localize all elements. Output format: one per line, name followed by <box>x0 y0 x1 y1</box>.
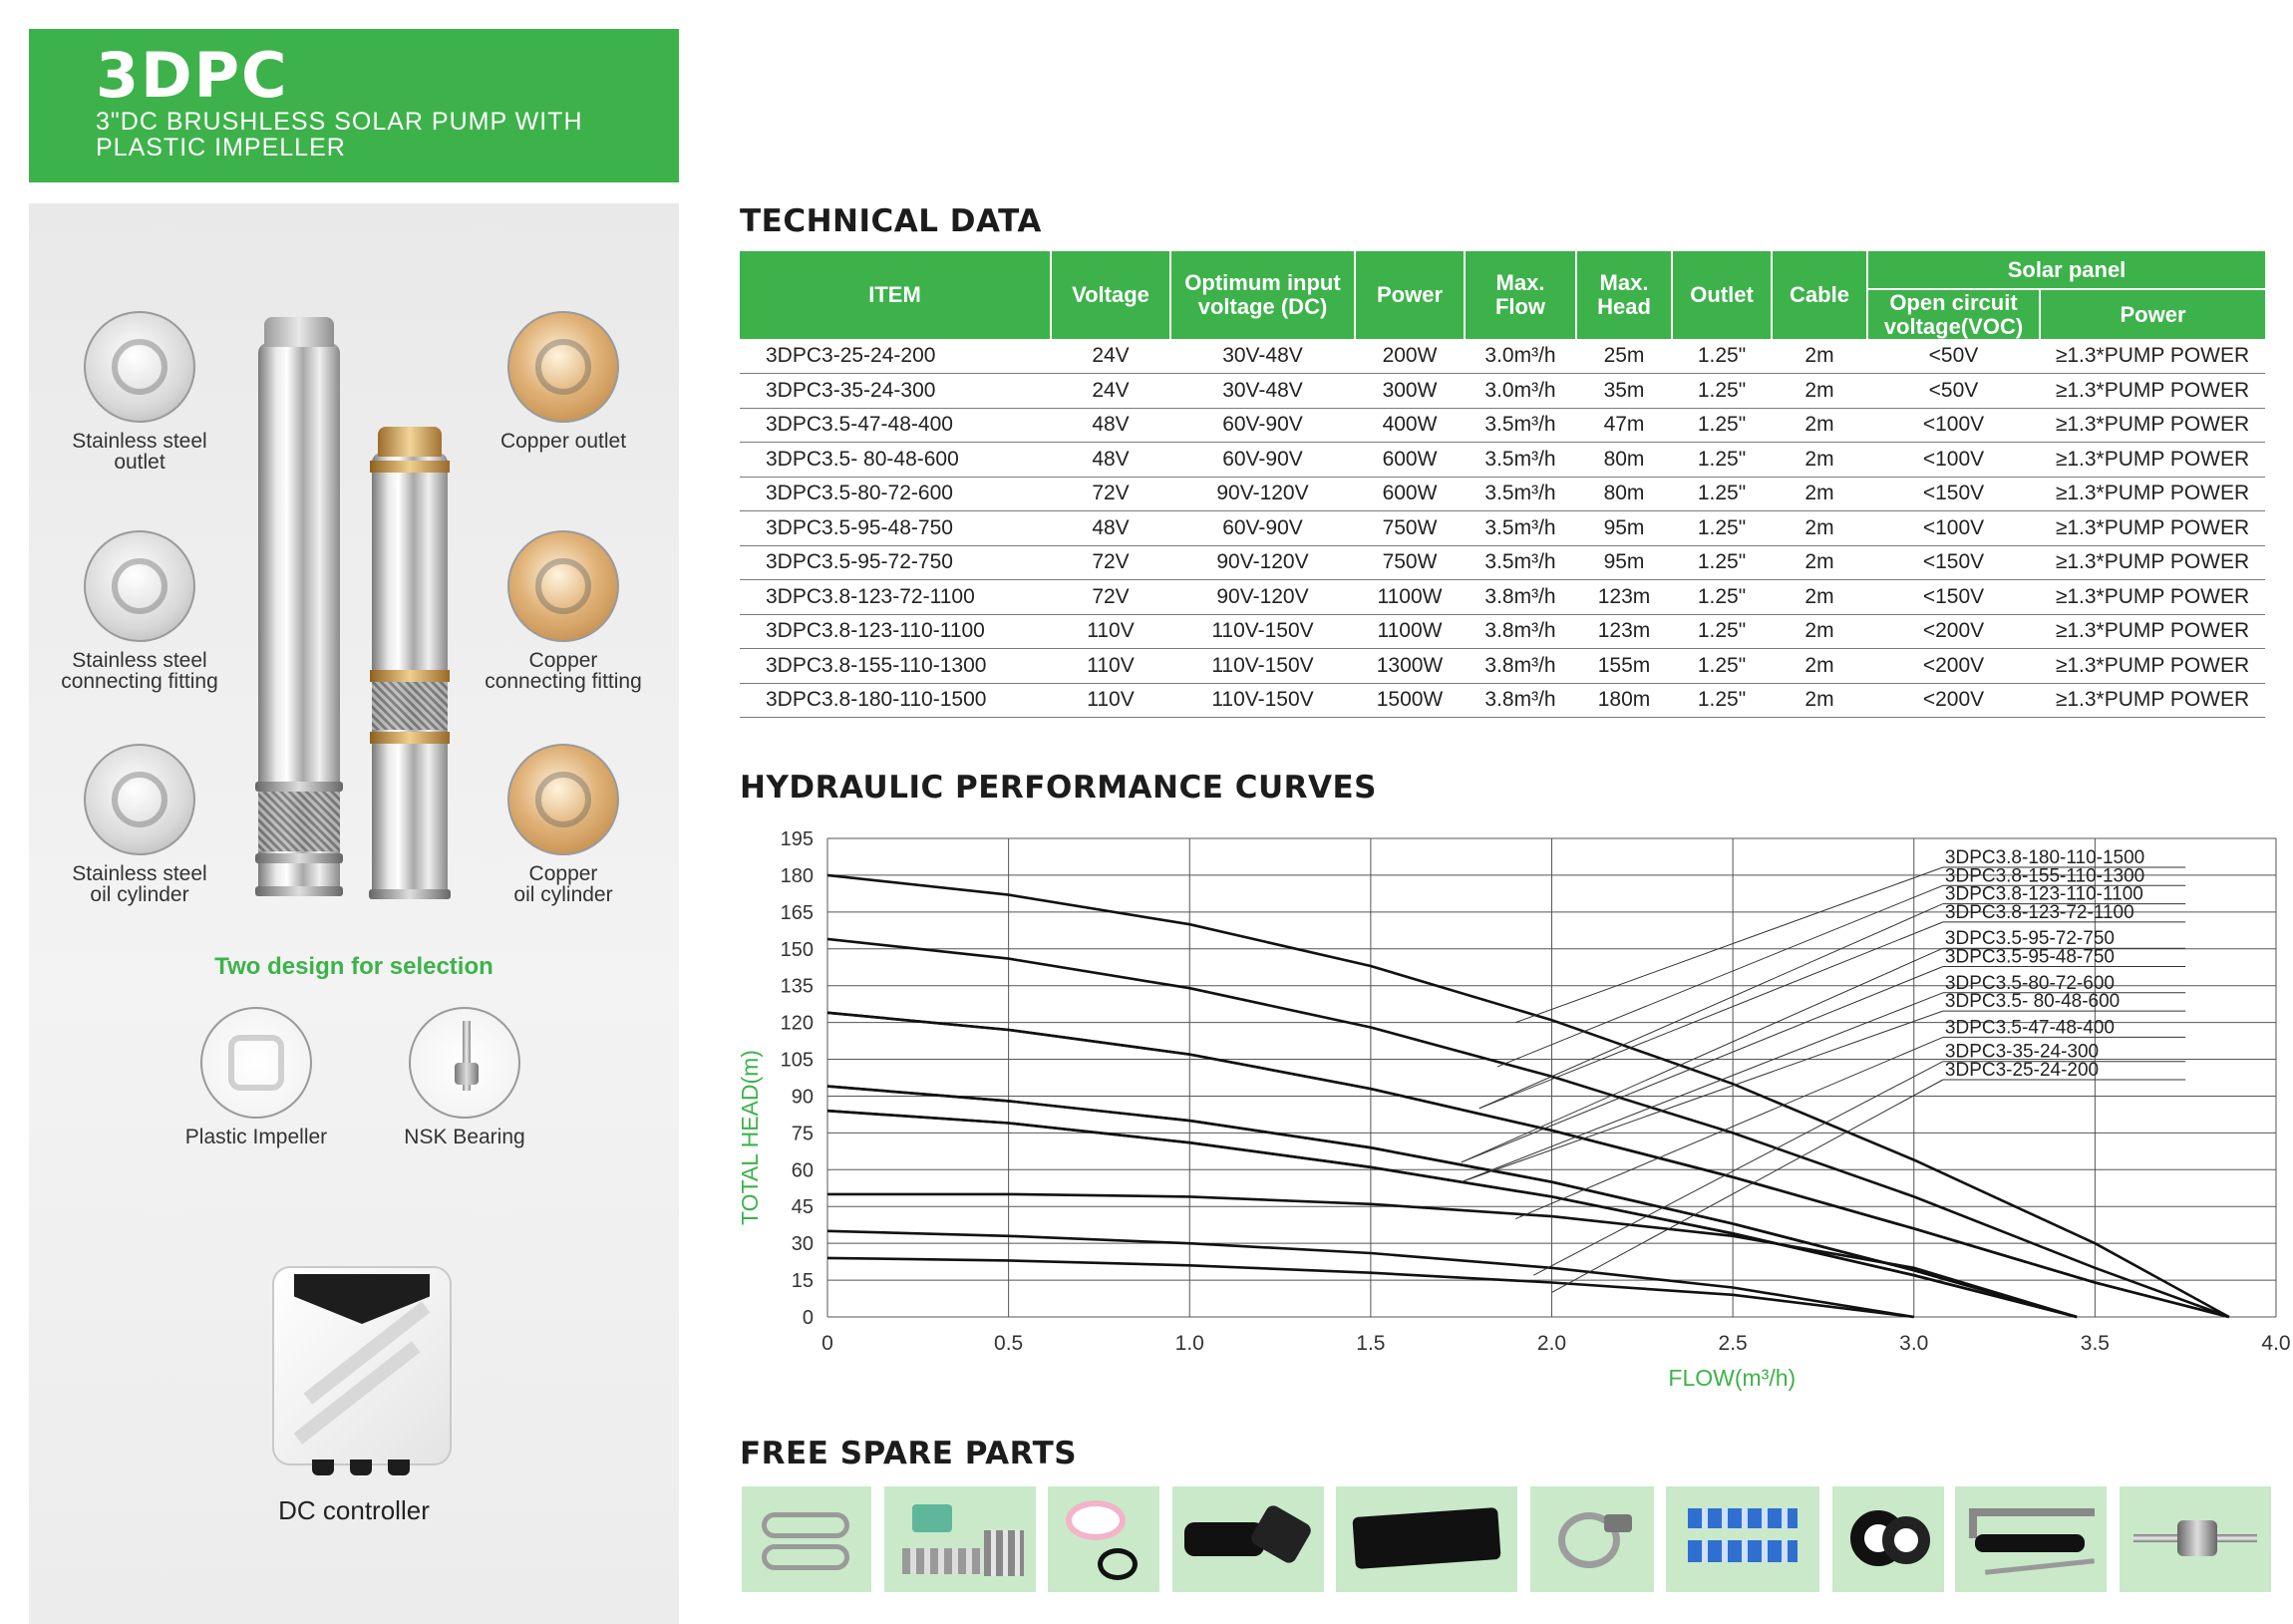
cell-optimum-voltage: 30V-48V <box>1170 374 1355 409</box>
cell-panel-power: ≥1.3*PUMP POWER <box>2040 683 2265 718</box>
cell-item: 3DPC3.5- 80-48-600 <box>740 443 1051 478</box>
cell-cable: 2m <box>1772 443 1867 478</box>
spare-part-insulating-tape <box>1832 1486 1944 1592</box>
curve-leader-line <box>1462 993 1943 1182</box>
cell-item: 3DPC3-35-24-300 <box>740 374 1051 409</box>
cell-max-head: 180m <box>1576 683 1672 718</box>
cell-max-flow: 3.5m³/h <box>1465 511 1576 546</box>
technical-data-table <box>740 251 2265 718</box>
performance-curve <box>827 1087 2077 1317</box>
cell-optimum-voltage: 60V-90V <box>1170 408 1355 443</box>
dc-controller-image <box>272 1266 452 1465</box>
cell-panel-power: ≥1.3*PUMP POWER <box>2040 545 2265 580</box>
spare-parts-title: FREE SPARE PARTS <box>740 1436 1078 1471</box>
cell-cable: 2m <box>1772 545 1867 580</box>
cell-optimum-voltage: 110V-150V <box>1170 614 1355 649</box>
cell-optimum-voltage: 90V-120V <box>1170 580 1355 615</box>
y-tick-label: 15 <box>791 1270 814 1293</box>
x-tick-label: 0.5 <box>994 1332 1024 1355</box>
y-tick-label: 105 <box>780 1049 814 1072</box>
cell-outlet: 1.25" <box>1672 408 1772 443</box>
col-item: ITEM <box>740 251 1051 339</box>
cell-cable: 2m <box>1772 477 1867 511</box>
cell-item: 3DPC3.5-80-72-600 <box>740 477 1051 511</box>
spare-part-tools <box>1955 1486 2107 1592</box>
y-tick-label: 30 <box>791 1233 814 1256</box>
cell-voc: <150V <box>1867 545 2040 580</box>
cell-voltage: 110V <box>1051 683 1170 718</box>
table-row <box>740 545 2265 580</box>
ss-fitting-label-2: connecting fitting <box>61 670 218 693</box>
cell-cable: 2m <box>1772 511 1867 546</box>
col-max-flow: Max. Flow <box>1465 251 1576 339</box>
curve-label: 3DPC3.5- 80-48-600 <box>1944 991 2121 1013</box>
cell-power: 600W <box>1355 477 1465 511</box>
curve-leader-line <box>1497 885 1943 1067</box>
cell-power: 750W <box>1355 511 1465 546</box>
ss-fitting-image <box>84 530 195 642</box>
y-tick-label: 165 <box>780 901 814 924</box>
cell-voltage: 24V <box>1051 339 1170 374</box>
cell-max-flow: 3.8m³/h <box>1465 580 1576 615</box>
cell-max-flow: 3.8m³/h <box>1465 614 1576 649</box>
y-tick-label: 90 <box>791 1086 814 1109</box>
cell-item: 3DPC3.8-123-72-1100 <box>740 580 1051 615</box>
cell-item: 3DPC3.8-180-110-1500 <box>740 683 1051 718</box>
dc-controller-label: DC controller <box>278 1495 430 1525</box>
y-tick-label: 60 <box>791 1159 814 1182</box>
cell-max-head: 95m <box>1576 545 1672 580</box>
performance-curve <box>827 1087 2077 1317</box>
cell-panel-power: ≥1.3*PUMP POWER <box>2040 580 2265 615</box>
cell-power: 1300W <box>1355 649 1465 684</box>
cell-max-flow: 3.5m³/h <box>1465 545 1576 580</box>
nsk-bearing-label: NSK Bearing <box>404 1126 525 1148</box>
curve-label: 3DPC3.8-123-72-1100 <box>1944 901 2134 923</box>
cell-panel-power: ≥1.3*PUMP POWER <box>2040 649 2265 684</box>
cell-voltage: 72V <box>1051 477 1170 511</box>
x-tick-label: 3.5 <box>2080 1332 2110 1355</box>
cell-voc: <200V <box>1867 614 2040 649</box>
cell-cable: 2m <box>1772 649 1867 684</box>
cell-optimum-voltage: 110V-150V <box>1170 683 1355 718</box>
table-row <box>740 683 2265 718</box>
cell-max-head: 35m <box>1576 374 1672 409</box>
y-tick-label: 0 <box>802 1307 814 1329</box>
cell-voltage: 110V <box>1051 614 1170 649</box>
curve-leader-line <box>1479 904 1943 1109</box>
cell-max-head: 47m <box>1576 408 1672 443</box>
cell-panel-power: ≥1.3*PUMP POWER <box>2040 477 2265 511</box>
copper-fitting-label-2: connecting fitting <box>485 670 642 693</box>
cell-panel-power: ≥1.3*PUMP POWER <box>2040 614 2265 649</box>
cell-optimum-voltage: 90V-120V <box>1170 545 1355 580</box>
cell-power: 1100W <box>1355 614 1465 649</box>
ss-cylinder-label-1: Stainless steel <box>72 862 207 885</box>
col-panel-power: Power <box>2040 289 2265 339</box>
product-subtitle-line2: PLASTIC IMPELLER <box>96 134 346 162</box>
curves-title: HYDRAULIC PERFORMANCE CURVES <box>740 770 1377 806</box>
ss-cylinder-label-2: oil cylinder <box>90 883 189 906</box>
x-axis-label: FLOW(m³/h) <box>1668 1365 1797 1391</box>
plastic-impeller-callout <box>157 1007 356 1147</box>
table-row <box>740 649 2265 684</box>
table-row <box>740 477 2265 511</box>
cell-power: 200W <box>1355 339 1465 374</box>
cell-voc: <200V <box>1867 683 2040 718</box>
cell-item: 3DPC3-25-24-200 <box>740 339 1051 374</box>
cell-voc: <200V <box>1867 649 2040 684</box>
curve-label: 3DPC3.8-155-110-1300 <box>1944 865 2145 887</box>
cell-panel-power: ≥1.3*PUMP POWER <box>2040 511 2265 546</box>
cell-cable: 2m <box>1772 614 1867 649</box>
cell-power: 1100W <box>1355 580 1465 615</box>
cell-optimum-voltage: 30V-48V <box>1170 339 1355 374</box>
cell-outlet: 1.25" <box>1672 374 1772 409</box>
cell-power: 300W <box>1355 374 1465 409</box>
y-tick-label: 45 <box>791 1196 814 1219</box>
curve-leader-line <box>1515 867 1943 1023</box>
cell-item: 3DPC3.5-95-48-750 <box>740 511 1051 546</box>
cell-power: 400W <box>1355 408 1465 443</box>
nsk-bearing-image <box>409 1007 520 1119</box>
x-tick-label: 1.0 <box>1174 1332 1204 1355</box>
table-row <box>740 408 2265 443</box>
nsk-bearing-callout <box>365 1007 564 1147</box>
cell-outlet: 1.25" <box>1672 339 1772 374</box>
copper-outlet-callout <box>464 311 663 452</box>
copper-cylinder-callout <box>464 744 663 905</box>
col-outlet: Outlet <box>1672 251 1772 339</box>
curve-label: 3DPC3.5-95-48-750 <box>1944 946 2115 968</box>
cell-outlet: 1.25" <box>1672 545 1772 580</box>
cell-power: 1500W <box>1355 683 1465 718</box>
x-tick-label: 2.5 <box>1718 1332 1748 1355</box>
cell-max-head: 123m <box>1576 614 1672 649</box>
curve-label: 3DPC3.5-80-72-600 <box>1944 972 2115 994</box>
plastic-impeller-image <box>200 1007 312 1119</box>
cell-voltage: 24V <box>1051 374 1170 409</box>
curve-label: 3DPC3-25-24-200 <box>1944 1060 2100 1081</box>
cell-item: 3DPC3.8-155-110-1300 <box>740 649 1051 684</box>
cell-voltage: 72V <box>1051 545 1170 580</box>
cell-max-head: 25m <box>1576 339 1672 374</box>
spare-part-heat-shrink <box>1172 1486 1324 1592</box>
cell-max-head: 155m <box>1576 649 1672 684</box>
cell-item: 3DPC3.5-47-48-400 <box>740 408 1051 443</box>
curve-label: 3DPC3.5-47-48-400 <box>1944 1017 2115 1039</box>
spare-part-tape-oring <box>1048 1486 1159 1592</box>
cell-outlet: 1.25" <box>1672 511 1772 546</box>
cell-panel-power: ≥1.3*PUMP POWER <box>2040 374 2265 409</box>
cell-panel-power: ≥1.3*PUMP POWER <box>2040 443 2265 478</box>
y-axis-label: TOTAL HEAD(m) <box>737 1050 763 1225</box>
plastic-impeller-label: Plastic Impeller <box>184 1126 328 1148</box>
cell-panel-power: ≥1.3*PUMP POWER <box>2040 408 2265 443</box>
ss-cylinder-callout <box>40 744 239 905</box>
curve-label: 3DPC3.8-180-110-1500 <box>1944 847 2145 868</box>
ss-fitting-callout <box>40 530 239 692</box>
cell-power: 750W <box>1355 545 1465 580</box>
copper-cylinder-image <box>507 744 619 855</box>
y-tick-label: 120 <box>780 1012 814 1035</box>
product-banner <box>29 29 679 182</box>
product-showcase-panel <box>29 203 679 1624</box>
cell-outlet: 1.25" <box>1672 649 1772 684</box>
x-tick-label: 4.0 <box>2261 1332 2291 1355</box>
cell-max-flow: 3.5m³/h <box>1465 477 1576 511</box>
cell-optimum-voltage: 60V-90V <box>1170 443 1355 478</box>
curve-label: 3DPC3.8-123-110-1100 <box>1944 883 2143 905</box>
copper-outlet-image <box>507 311 619 423</box>
spare-part-rubber-sleeve <box>1336 1486 1517 1592</box>
spare-part-bolts-connectors <box>884 1486 1036 1592</box>
y-tick-label: 75 <box>791 1123 814 1145</box>
col-optimum-voltage: Optimum input voltage (DC) <box>1170 251 1355 339</box>
curve-leader-line <box>1462 948 1943 1162</box>
ss-fitting-label-1: Stainless steel <box>72 649 207 672</box>
cell-outlet: 1.25" <box>1672 683 1772 718</box>
cell-item: 3DPC3.5-95-72-750 <box>740 545 1051 580</box>
cell-item: 3DPC3.8-123-110-1100 <box>740 614 1051 649</box>
cell-optimum-voltage: 90V-120V <box>1170 477 1355 511</box>
curve-label: 3DPC3.5-95-72-750 <box>1944 928 2115 950</box>
copper-outlet-label: Copper outlet <box>499 430 627 453</box>
x-tick-label: 2.0 <box>1536 1332 1567 1355</box>
table-row <box>740 511 2265 546</box>
curve-label: 3DPC3-35-24-300 <box>1944 1041 2100 1063</box>
cell-outlet: 1.25" <box>1672 443 1772 478</box>
ss-outlet-callout <box>40 311 239 473</box>
table-row <box>740 580 2265 615</box>
col-cable: Cable <box>1772 251 1867 339</box>
copper-cylinder-label-1: Copper <box>528 862 598 885</box>
y-tick-label: 195 <box>780 828 814 850</box>
technical-data-title: TECHNICAL DATA <box>740 203 1042 239</box>
cell-max-flow: 3.8m³/h <box>1465 683 1576 718</box>
cell-voc: <100V <box>1867 443 2040 478</box>
performance-curve <box>827 1194 2077 1317</box>
cell-voltage: 110V <box>1051 649 1170 684</box>
copper-fitting-callout <box>464 530 663 692</box>
cell-cable: 2m <box>1772 339 1867 374</box>
cell-max-flow: 3.5m³/h <box>1465 408 1576 443</box>
cell-cable: 2m <box>1772 408 1867 443</box>
cell-voltage: 48V <box>1051 511 1170 546</box>
cell-max-head: 80m <box>1576 443 1672 478</box>
cell-voc: <100V <box>1867 408 2040 443</box>
cell-voltage: 48V <box>1051 408 1170 443</box>
cell-voltage: 72V <box>1051 580 1170 615</box>
cell-power: 600W <box>1355 443 1465 478</box>
cell-max-flow: 3.8m³/h <box>1465 649 1576 684</box>
y-tick-label: 135 <box>780 975 814 998</box>
y-tick-label: 150 <box>780 938 814 961</box>
copper-cylinder-label-2: oil cylinder <box>513 883 613 906</box>
product-model: 3DPC <box>96 39 289 112</box>
cell-max-flow: 3.0m³/h <box>1465 374 1576 409</box>
copper-fitting-label-1: Copper <box>528 649 598 672</box>
cell-optimum-voltage: 60V-90V <box>1170 511 1355 546</box>
cell-voc: <100V <box>1867 511 2040 546</box>
table-row <box>740 443 2265 478</box>
ss-outlet-image <box>84 311 195 423</box>
hydraulic-performance-chart <box>728 817 2291 1396</box>
spare-part-terminals <box>1666 1486 1819 1592</box>
table-row <box>740 339 2265 374</box>
cell-max-flow: 3.5m³/h <box>1465 443 1576 478</box>
performance-curve <box>827 1111 2077 1317</box>
copper-pump-image <box>372 453 448 899</box>
col-max-head: Max. Head <box>1576 251 1672 339</box>
table-row <box>740 374 2265 409</box>
cell-optimum-voltage: 110V-150V <box>1170 649 1355 684</box>
cell-max-head: 95m <box>1576 511 1672 546</box>
x-tick-label: 0 <box>821 1332 833 1355</box>
y-tick-label: 180 <box>780 864 814 887</box>
x-tick-label: 1.5 <box>1356 1332 1386 1355</box>
cell-cable: 2m <box>1772 580 1867 615</box>
spare-part-bearing-shaft <box>2120 1486 2271 1592</box>
ss-outlet-label-2: outlet <box>114 451 165 474</box>
cell-cable: 2m <box>1772 374 1867 409</box>
cell-voc: <50V <box>1867 374 2040 409</box>
cell-max-head: 80m <box>1576 477 1672 511</box>
cell-max-head: 123m <box>1576 580 1672 615</box>
col-voc: Open circuit voltage(VOC) <box>1867 289 2040 339</box>
table-row <box>740 614 2265 649</box>
spare-part-carabiners <box>742 1486 871 1592</box>
cell-outlet: 1.25" <box>1672 477 1772 511</box>
cell-voltage: 48V <box>1051 443 1170 478</box>
cell-outlet: 1.25" <box>1672 580 1772 615</box>
col-solar-panel: Solar panel <box>1867 251 2265 289</box>
ss-cylinder-image <box>84 744 195 855</box>
cell-cable: 2m <box>1772 683 1867 718</box>
cell-max-flow: 3.0m³/h <box>1465 339 1576 374</box>
two-design-caption: Two design for selection <box>214 953 493 980</box>
stainless-pump-image <box>258 343 340 896</box>
col-power: Power <box>1355 251 1465 339</box>
col-voltage: Voltage <box>1051 251 1170 339</box>
cell-voc: <50V <box>1867 339 2040 374</box>
cell-voc: <150V <box>1867 580 2040 615</box>
x-tick-label: 3.0 <box>1899 1332 1929 1355</box>
ss-outlet-label-1: Stainless steel <box>72 430 207 453</box>
cell-outlet: 1.25" <box>1672 614 1772 649</box>
performance-curve <box>827 1111 2077 1317</box>
curve-leader-line <box>1479 922 1943 1109</box>
spare-part-hose-clamp <box>1530 1486 1654 1592</box>
product-subtitle-line1: 3"DC BRUSHLESS SOLAR PUMP WITH <box>96 108 583 136</box>
cell-voc: <150V <box>1867 477 2040 511</box>
cell-panel-power: ≥1.3*PUMP POWER <box>2040 339 2265 374</box>
copper-fitting-image <box>507 530 619 642</box>
